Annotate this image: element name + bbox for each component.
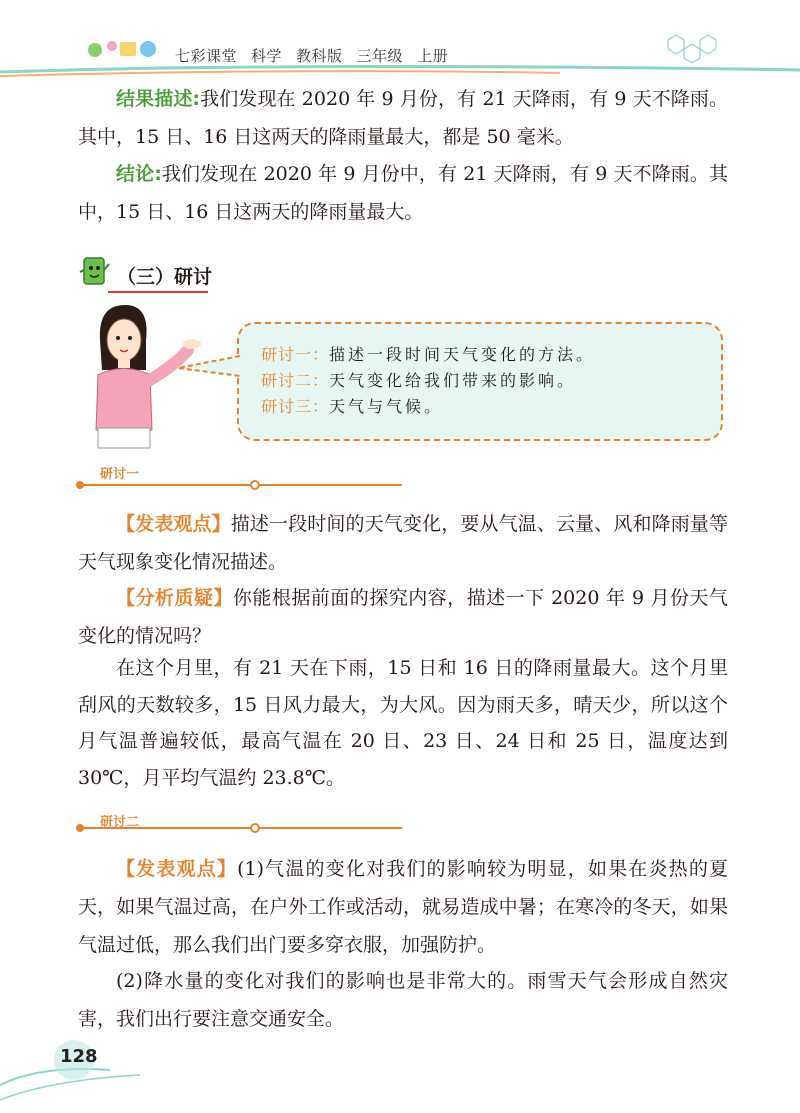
bubble-item: 研讨三：天气与气候。 xyxy=(261,397,444,416)
header-volume: 上册 xyxy=(417,47,449,65)
discussion2-view xyxy=(78,850,728,964)
bubble-item: 研讨二：天气变化给我们带来的影响。 xyxy=(261,371,577,390)
header-subject: 科学 xyxy=(251,47,283,65)
header-logo-icon xyxy=(88,41,156,57)
discussion1-question xyxy=(78,579,728,655)
running-header xyxy=(175,45,462,66)
view-text: (1)气温的变化对我们的影响较为明显，如果在炎热的夏天，如果气温过高，在户外工作或活动，就易造成中暑；在寒冷的冬天，如果气温过低，那么我们出门要多穿衣服，加强防护。 xyxy=(78,858,728,956)
header-decoration xyxy=(0,0,800,80)
section-title: （三）研讨 xyxy=(117,266,213,288)
discussion1-divider xyxy=(72,478,412,492)
result-label: 结果描述: xyxy=(116,88,201,110)
bubble-item: 研讨一：描述一段时间天气变化的方法。 xyxy=(261,345,596,364)
section-underline xyxy=(108,291,208,293)
discussion2-divider xyxy=(72,821,412,835)
discussion1-tag: 研讨一 xyxy=(100,467,140,482)
bubble-tail xyxy=(176,352,242,380)
view-label: 【发表观点】 xyxy=(116,513,231,535)
discussion-topics-bubble xyxy=(237,322,723,441)
view-label: 【发表观点】 xyxy=(116,858,238,880)
conclusion-label: 结论: xyxy=(116,163,162,185)
header-edition: 教科版 xyxy=(296,47,343,65)
header-series: 七彩课堂 xyxy=(175,47,238,65)
conclusion-text: 我们发现在 2020 年 9 月份中，有 21 天降雨，有 9 天不降雨。其中，15 日、16 日这两天的降雨量最大。 xyxy=(78,163,728,223)
page-number: 128 xyxy=(60,1046,98,1067)
result-text: 我们发现在 2020 年 9 月份，有 21 天降雨，有 9 天不降雨。其中，15 日、16 日这两天的降雨量最大，都是 50 毫米。 xyxy=(78,88,728,148)
book-mascot-icon xyxy=(78,252,112,288)
conclusion-paragraph xyxy=(78,155,728,231)
discussion1-answer: 在这个月里，有 21 天在下雨，15 日和 16 日的降雨量最大。这个月里刮风的天数较多，15 日风力最大，为大风。因为雨天多，晴天少，所以这个月气温普遍较低，最高气温在 20 日、23 日、24 日和 25 日，温度达到 30℃，月平均气温约 23.8℃。 xyxy=(78,657,728,789)
discussion2-tag: 研讨二 xyxy=(100,815,140,830)
question-label: 【分析质疑】 xyxy=(116,587,233,609)
question-text: 你能根据前面的探究内容，描述一下 2020 年 9 月份天气变化的情况吗？ xyxy=(78,587,728,647)
page-number-decoration xyxy=(0,1030,150,1113)
result-paragraph xyxy=(78,80,728,156)
discussion2-point2: (2)降水量的变化对我们的影响也是非常大的。雨雪天气会形成自然灾害，我们出行要注意交通安全。 xyxy=(78,970,728,1030)
discussion1-view xyxy=(78,505,728,581)
view-text: 描述一段时间的天气变化，要从气温、云量、风和降雨量等天气现象变化情况描述。 xyxy=(78,513,728,573)
hexagon-icon xyxy=(668,35,716,63)
header-grade: 三年级 xyxy=(356,47,404,65)
